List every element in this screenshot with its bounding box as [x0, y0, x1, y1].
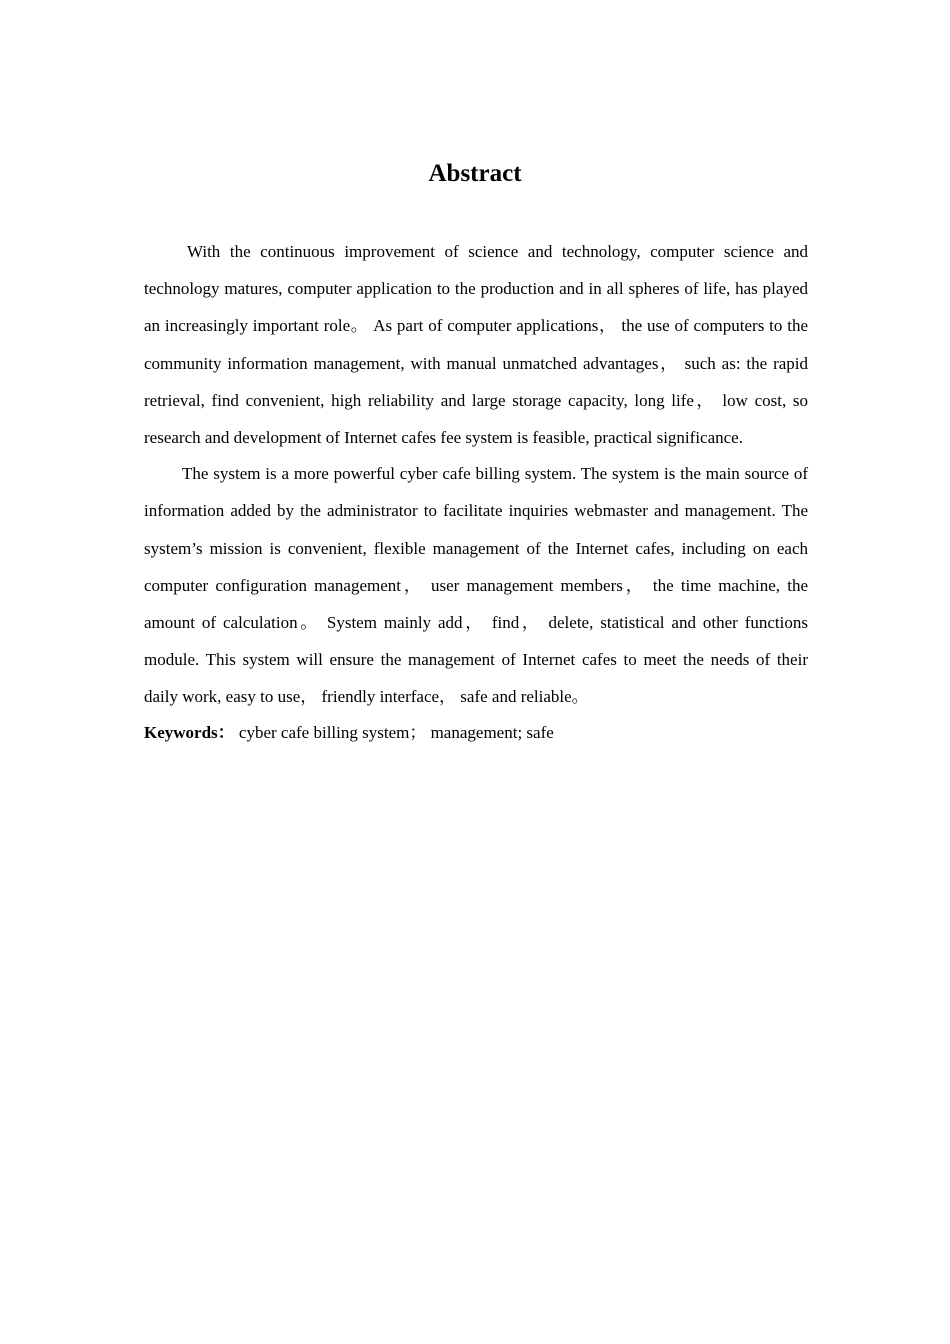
abstract-paragraph-2: The system is a more powerful cyber cafe billing system. The system is the main source of information added by the administrator to facilitate inquiries webmaster and management. The system’s mission is convenient, flexible management of the Internet cafes, including on each computer configuration management， user management members， the time machine, the amount of calculation。 System mainly add， find， delete, statistical and other functions module. This system will ensure the management of Internet cafes to meet the needs of their daily work, easy to use， friendly interface， safe and reliable。 [144, 464, 808, 707]
abstract-body [144, 233, 808, 751]
keywords-line [144, 714, 808, 751]
abstract-title: Abstract [428, 160, 522, 187]
keywords-label: Keywords： [144, 722, 235, 742]
keywords-value: cyber cafe billing system； management; safe [238, 722, 554, 742]
abstract-paragraph-1: With the continuous improvement of science and technology, computer science and technology matures, computer application to the production and in all spheres of life, has played an increasingly important role。 As part of computer applications， the use of computers to the community information management, with manual unmatched advantages， such as: the rapid retrieval, find convenient, high reliability and large storage capacity, long life， low cost, so research and development of Internet cafes fee system is feasible, practical significance. [144, 242, 808, 448]
